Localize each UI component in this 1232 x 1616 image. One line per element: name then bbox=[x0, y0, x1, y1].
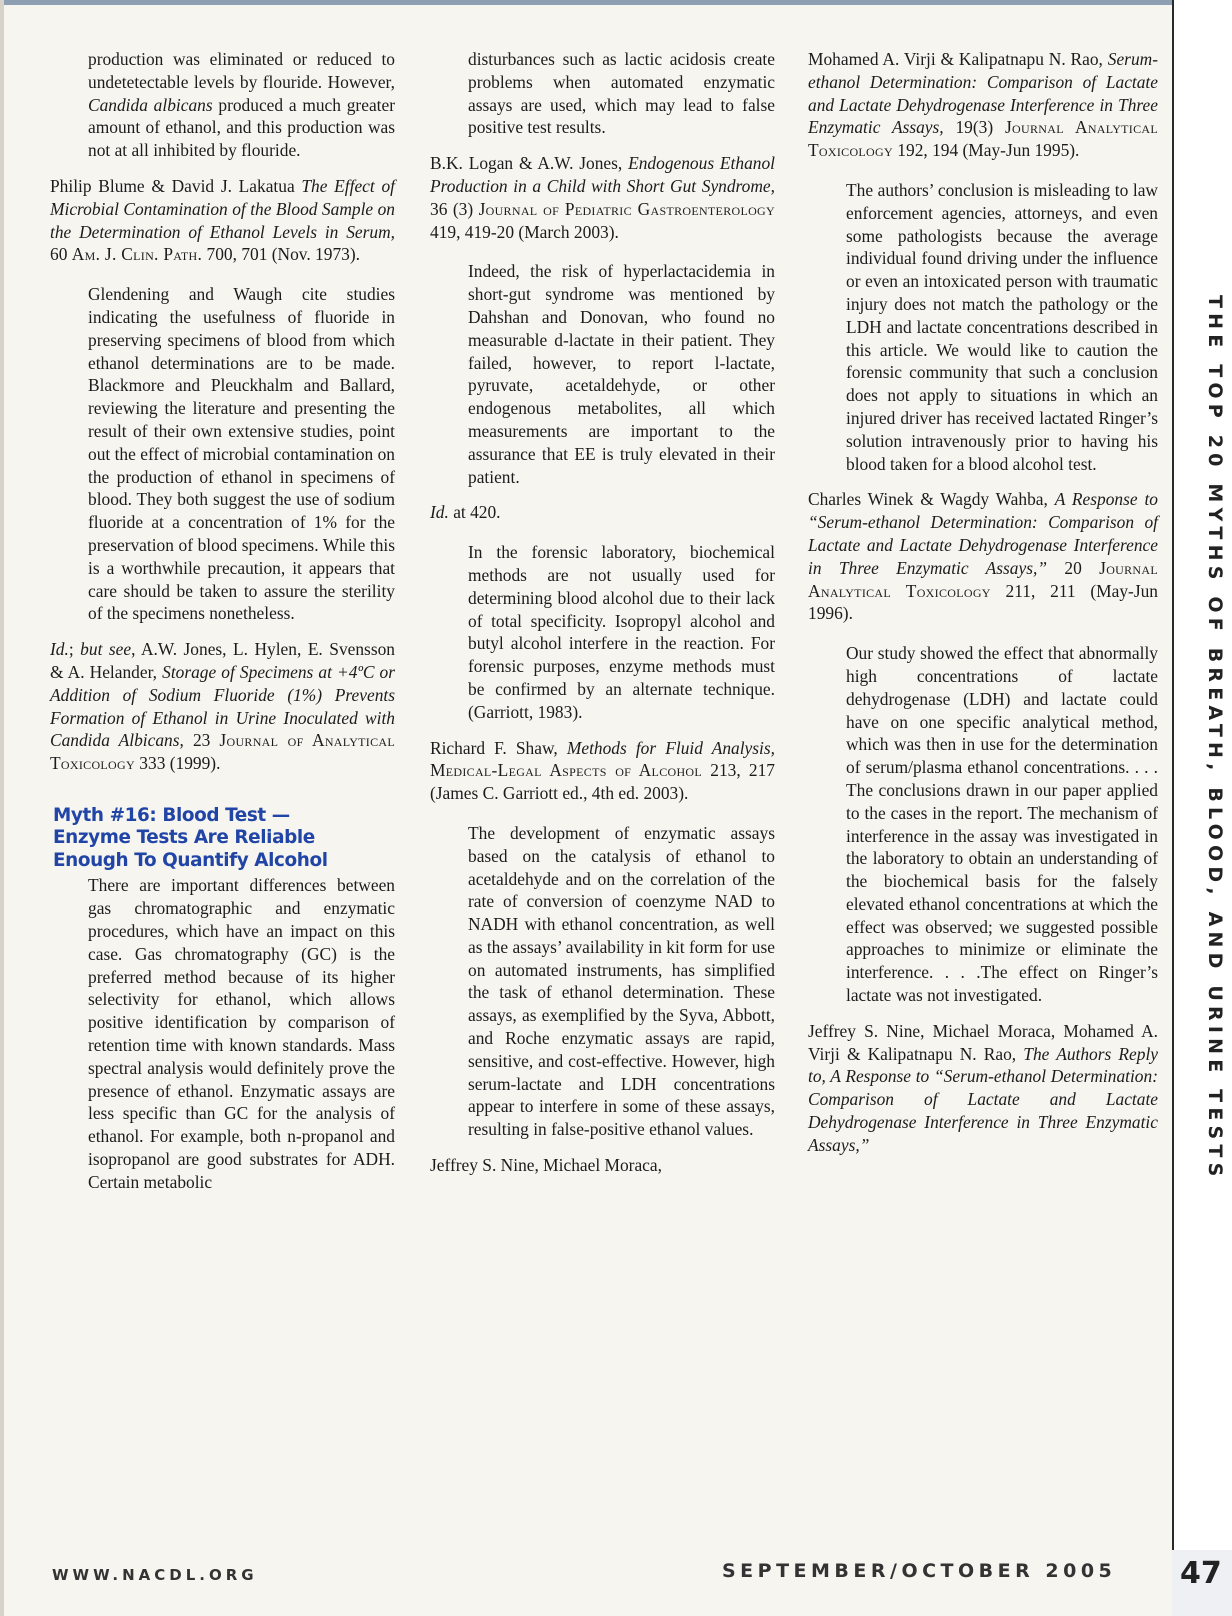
section-heading-myth-16 bbox=[53, 805, 395, 873]
citation-shaw: Richard F. Shaw, Methods for Fluid Analysis, Medical-Legal Aspects of Alcohol 213, 217 (James C. Garriott ed., 4th ed. 2003). bbox=[430, 737, 776, 804]
sidebar-running-title: THE TOP 20 MYTHS OF BREATH, BLOOD, AND URINE TESTS bbox=[1204, 295, 1226, 1182]
citation-blume-lakatua: Philip Blume & David J. Lakatua The Effect of Microbial Contamination of the Blood Sample on the Determination of Ethanol Levels in Serum, 60 Am. J. Clin. Path. 700, 701 (Nov. 1973). bbox=[50, 175, 395, 265]
quote-paragraph: There are important differences between gas chromatographic and enzymatic procedures, which have an impact on this case. Gas chromatography (GC) is the preferred method because of its higher selectivity for ethanol, which allows positive identification by comparison of retention time with known standards. Mass spectral analysis would definitely prove the presence of ethanol. Enzymatic assays are less specific than GC for the analysis of ethanol. For example, both n-propanol and isopropanol are good substrates for ADH. Certain metabolic bbox=[88, 875, 395, 1192]
heading-line: Enzyme Tests Are Reliable bbox=[53, 827, 315, 849]
page-edge bbox=[0, 0, 4, 1616]
column-right bbox=[808, 48, 1158, 1174]
quote-paragraph: Our study showed the effect that abnormally high concentrations of lactate dehydrogenase (LDH) and lactate could have on one specific analytical method, which was then in use for the determination of serum/plasma ethanol concentrations. . . . The conclusions drawn in our paper applied to the cases in the report. The mechanism of interference in the assay was investigated in the laboratory to obtain an understanding of the biochemical basis for the falsely elevated ethanol concentrations at which the effect was observed; we suggested possible approaches to minimize or eliminate the interference. . . .The effect on Ringer’s lactate was not investigated. bbox=[846, 643, 1158, 1006]
citation-virji-rao: Mohamed A. Virji & Kalipatnapu N. Rao, Serum-ethanol Determination: Comparison of Lactate and Lactate Dehydrogenase Interference in Three Enzymatic Assays, 19(3) Journal Analytical Toxicology 192, 194 (May-Jun 1995). bbox=[808, 49, 1158, 161]
heading-line: Myth #16: Blood Test — bbox=[53, 804, 290, 826]
column-middle bbox=[430, 48, 775, 1194]
quote-paragraph: Glendening and Waugh cite studies indicating the usefulness of fluoride in preserving specimens of blood from which ethanol determinations are to be made. Blackmore and Pleuckhalm and Ballard, reviewing the literature and presenting the result of their own extensive studies, point out the effect of microbial contamination on the production of ethanol in specimens of blood. They both suggest the use of sodium fluoride at a concentration of 1% for the preservation of blood specimens. While this is a worthwhile precaution, it appears that care should be taken to assure the sterility of the specimens nonetheless. bbox=[88, 284, 395, 624]
heading-line: Enough To Quantify Alcohol bbox=[53, 849, 328, 871]
citation-id: Id. at 420. bbox=[430, 502, 501, 523]
quote-paragraph: production was eliminated or reduced to undetetectable levels by flouride. However, Candida albicans produced a much greater amount of ethanol, and this production was not at all inhibited by flouride. bbox=[88, 49, 396, 161]
quote-paragraph: Indeed, the risk of hyperlactacidemia in short-gut syndrome was mentioned by Dahshan and Donovan, who found no measurable d-lactate in their patient. They failed, however, to report l-lactate, pyruvate, acetaldehyde, or other endogenous metabolites, all which measurements are important to the assurance that EE is truly elevated in their patient. bbox=[468, 261, 775, 487]
citation-logan-jones: B.K. Logan & A.W. Jones, Endogenous Ethanol Production in a Child with Short Gut Syndrome, 36 (3) Journal of Pediatric Gastroenterology 419, 419-20 (March 2003). bbox=[430, 153, 775, 242]
citation-jones-hylen: Id.; but see, A.W. Jones, L. Hylen, E. Svensson & A. Helander, Storage of Specimens at +4ºC or Addition of Sodium Fluoride (1%) Prevents Formation of Ethanol in Urine Inoculated with Candida Albicans, 23 Journal of Analytical Toxicology 333 (1999). bbox=[50, 639, 395, 774]
top-rule bbox=[0, 0, 1232, 5]
footer-website: WWW.NACDL.ORG bbox=[52, 1566, 258, 1584]
quote-paragraph: The development of enzymatic assays based on the catalysis of ethanol to acetaldehyde and on the correlation of the rate of conversion of coenzyme NAD to NADH with ethanol concentration, as well as the assays’ availability in kit form for use on automated instruments, has simplified the task of ethanol determination. These assays, as exemplified by the Syva, Abbott, and Roche enzymatic assays are rapid, sensitive, and cost-effective. However, high serum-lactate and LDH concentrations appear to interfere in some of these assays, resulting in false-positive ethanol values. bbox=[468, 822, 775, 1140]
citation-nine-reply: Jeffrey S. Nine, Michael Moraca, Mohamed A. Virji & Kalipatnapu N. Rao, The Authors Reply to, A Response to “Serum-ethanol Determination: Comparison of Lactate and Lactate Dehydrogenase Interference in Three Enzymatic Assays,” bbox=[808, 1020, 1158, 1155]
footer-issue-date: SEPTEMBER/OCTOBER 2005 bbox=[722, 1560, 1117, 1582]
quote-paragraph: disturbances such as lactic acidosis create problems when automated enzymatic assays are used, which may lead to false positive test results. bbox=[468, 49, 775, 138]
quote-paragraph: In the forensic laboratory, biochemical methods are not usually used for determining blood alcohol due to their lack of total specificity. Isopropyl alcohol and butyl alcohol interfere in the reaction. For forensic purposes, enzyme methods must be confirmed by an alternate technique. (Garriott, 1983). bbox=[468, 542, 775, 722]
citation-winek-wahba: Charles Winek & Wagdy Wahba, A Response to “Serum-ethanol Determination: Comparison of Lactate and Lactate Dehydrogenase Interference in Three Enzymatic Assays,” 20 Journal Analytical Toxicology 211, 211 (May-Jun 1996). bbox=[808, 489, 1158, 624]
quote-paragraph: The authors’ conclusion is misleading to law enforcement agencies, attorneys, and even some pathologists because the average individual found driving under the influence or even an intoxicated person with traumatic injury does not match the pathology or the LDH and lactate concentrations described in this article. We would like to caution the forensic community that such a conclusion does not apply to situations in which an injured driver has received lactated Ringer’s solution intravenously prior to having his blood taken for a blood alcohol test. bbox=[846, 179, 1158, 474]
column-left bbox=[50, 48, 395, 1207]
citation-nine-start: Jeffrey S. Nine, Michael Moraca, bbox=[430, 1155, 662, 1176]
page-number: 47 bbox=[1180, 1556, 1222, 1591]
